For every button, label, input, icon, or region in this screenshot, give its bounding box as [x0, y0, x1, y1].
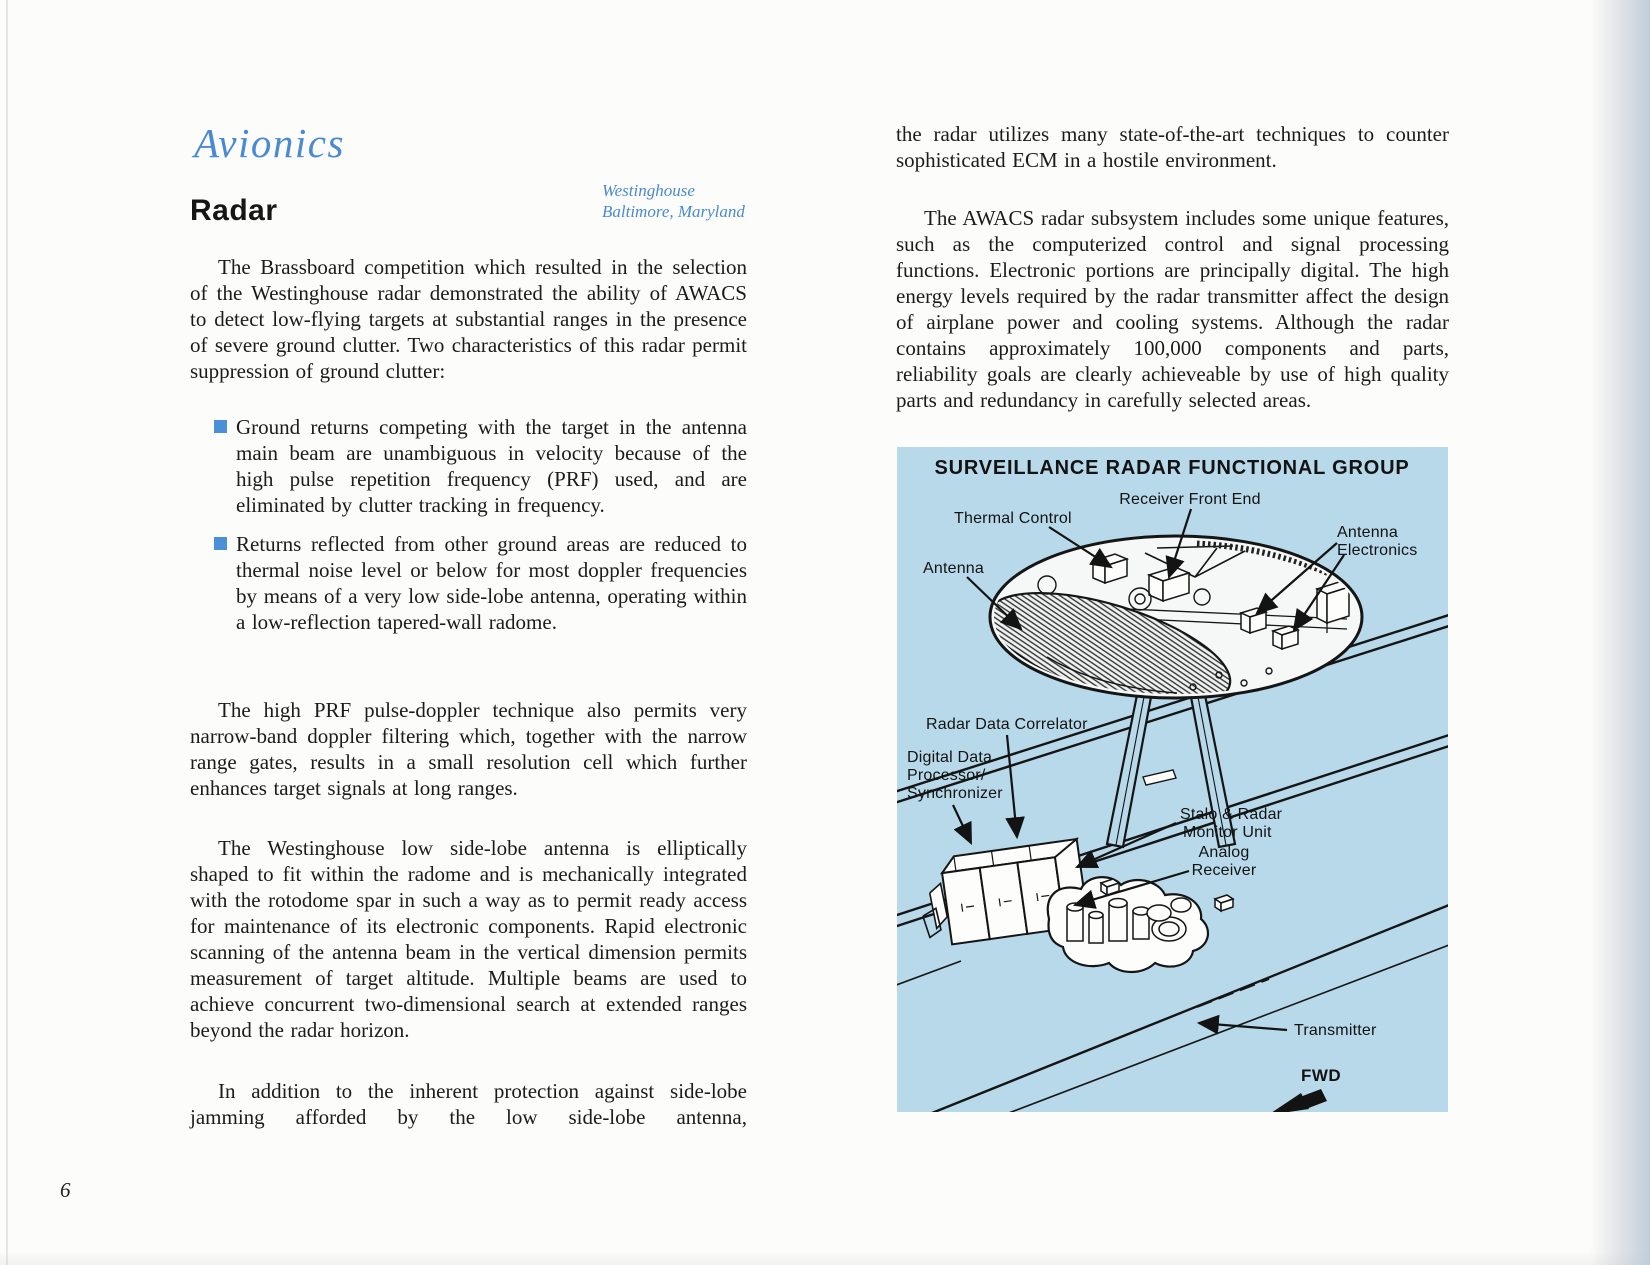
label-radar-data-correlator: Radar Data Correlator: [926, 716, 1088, 733]
label-analog-receiver: Receiver: [1191, 862, 1257, 879]
label-stalo-radar-monitor: Monitor Unit: [1183, 824, 1272, 841]
page-gutter-edge: [1590, 0, 1650, 1265]
figure-surveillance-radar: [897, 447, 1448, 1112]
paragraph: the radar utilizes many state-of-the-art techniques to counter sophisticated ECM in a hostile environment.: [896, 122, 1449, 172]
paragraph: In addition to the inherent protection against side-lobe jamming afforded by the low side-lobe antenna,: [190, 1079, 747, 1129]
paragraph: The Westinghouse low side-lobe antenna is elliptically shaped to fit within the radome and is mechanically integrated with the rotodome spar in such a way as to permit ready access for maintenance of its electronic components. Rapid electronic scanning of the antenna beam in the vertical dimension permits measurement of target altitude. Multiple beams are used to achieve concurrent two-dimensional search at extended ranges beyond the radar horizon.: [190, 836, 747, 1042]
section-title: Avionics: [194, 120, 345, 166]
label-antenna: Antenna: [923, 560, 985, 577]
label-antenna-electronics: Antenna: [1337, 524, 1399, 541]
bullet-square-icon: [214, 537, 227, 550]
label-digital-data-processor: Digital Data: [907, 749, 993, 766]
page-number: 6: [60, 1178, 71, 1202]
page-left-edge: [6, 0, 8, 1265]
paragraph: The AWACS radar subsystem includes some unique features, such as the computerized control and signal processing functions. Electronic portions are principally digital. The high energy levels required by the radar transmitter affect the design of airplane power and cooling systems. Although the radar contains approximately 100,000 components and parts, reliability goals are clearly achieveable by use of high quality parts and redundancy in carefully selected areas.: [896, 206, 1449, 412]
rotodome-drawing: [976, 536, 1362, 728]
bullet-text: Ground returns competing with the target in the antenna main beam are unambiguous in velocity because of the high pulse repetition frequency (PRF) used, and are eliminated by clutter tracking in frequency.: [236, 415, 747, 517]
paragraph: The high PRF pulse-doppler technique also permits very narrow-band doppler filtering which, together with the narrow range gates, results in a small resolution cell which further enhances target signals at long ranges.: [190, 698, 747, 800]
label-thermal-control: Thermal Control: [954, 510, 1072, 527]
transmitter-assembly: [1048, 877, 1233, 972]
label-digital-data-processor: Synchronizer: [907, 785, 1003, 802]
radar-functional-group-drawing: [897, 447, 1448, 1112]
attribution-company: Westinghouse: [602, 181, 695, 200]
left-column: [190, 0, 747, 1265]
label-antenna-electronics: Electronics: [1337, 542, 1418, 559]
fwd-arrow-icon: [1268, 1089, 1327, 1112]
label-receiver-front-end: Receiver Front End: [1119, 491, 1261, 508]
label-transmitter: Transmitter: [1294, 1022, 1377, 1039]
figure-title: SURVEILLANCE RADAR FUNCTIONAL GROUP: [934, 457, 1410, 479]
bullet-square-icon: [214, 420, 227, 433]
label-digital-data-processor: Processor/: [907, 767, 986, 784]
paragraph: The Brassboard competition which resulted in the selection of the Westinghouse radar demonstrated the ability of AWACS to detect low-flying targets at substantial ranges in the presence of severe ground clutter. Two characteristics of this radar permit suppression of ground clutter:: [190, 255, 747, 383]
label-analog-receiver: Analog: [1198, 844, 1250, 861]
label-stalo-radar-monitor: Stalo & Radar: [1180, 806, 1283, 823]
list-item: [190, 414, 747, 518]
article-title: Radar: [190, 194, 278, 227]
bullet-list: [190, 414, 747, 648]
attribution-location: Baltimore, Maryland: [602, 202, 745, 221]
bullet-text: Returns reflected from other ground areas are reduced to thermal noise level or below for most doppler frequencies by means of a very low side-lobe antenna, operating within a low-reflection tapered-wall radome.: [236, 532, 747, 634]
list-item: [190, 531, 747, 635]
attribution: [602, 180, 745, 222]
label-fwd: FWD: [1301, 1066, 1342, 1085]
